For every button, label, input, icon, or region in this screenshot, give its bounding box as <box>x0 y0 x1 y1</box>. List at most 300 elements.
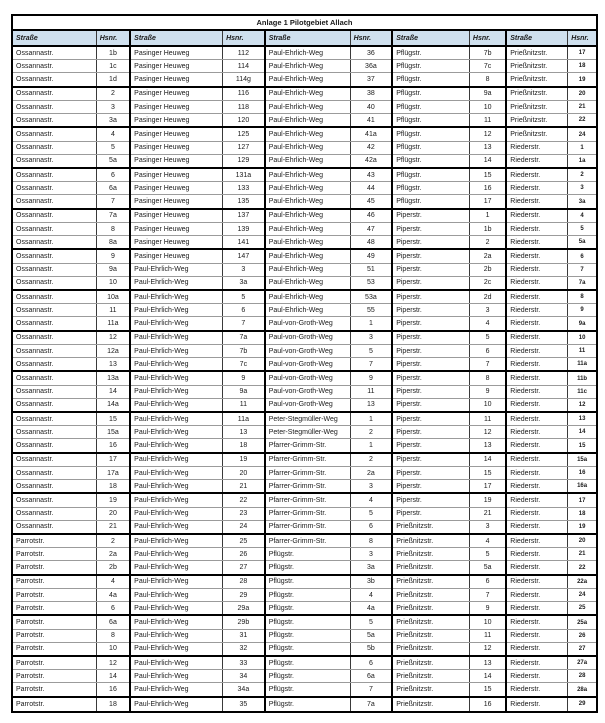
cell-hsnr: 55 <box>350 304 392 317</box>
column-header: Hsnr. <box>469 30 506 46</box>
cell-strasse: Riederstr. <box>506 371 567 385</box>
cell-hsnr: 5a <box>96 154 130 168</box>
table-row <box>12 223 597 236</box>
cell-strasse: Prießnitzstr. <box>392 642 469 656</box>
cell-strasse: Paul-Ehrlich-Weg <box>130 398 222 412</box>
table-body <box>12 46 597 712</box>
cell-strasse: Parrotstr. <box>12 683 96 697</box>
cell-hsnr: 27 <box>223 561 265 575</box>
cell-strasse: Parrotstr. <box>12 656 96 670</box>
cell-hsnr: 42 <box>350 141 392 154</box>
cell-strasse: Paul-von-Groth-Weg <box>265 385 350 398</box>
cell-strasse: Prießnitzstr. <box>392 561 469 575</box>
cell-hsnr: 19 <box>223 453 265 467</box>
cell-hsnr: 22 <box>568 114 597 128</box>
cell-strasse: Paul-Ehrlich-Weg <box>130 276 222 290</box>
cell-hsnr: 40 <box>350 101 392 114</box>
table-row <box>12 236 597 250</box>
cell-hsnr: 10 <box>469 615 506 629</box>
cell-strasse: Pflügstr. <box>392 46 469 60</box>
cell-strasse: Paul-Ehrlich-Weg <box>265 263 350 276</box>
cell-hsnr: 38 <box>350 87 392 101</box>
cell-hsnr: 29 <box>223 589 265 602</box>
cell-strasse: Paul-Ehrlich-Weg <box>130 426 222 439</box>
cell-hsnr: 2 <box>350 426 392 439</box>
cell-strasse: Riederstr. <box>506 467 567 480</box>
table-row <box>12 507 597 520</box>
cell-strasse: Paul-Ehrlich-Weg <box>265 223 350 236</box>
cell-hsnr: 45 <box>350 195 392 209</box>
cell-strasse: Paul-Ehrlich-Weg <box>130 493 222 507</box>
cell-strasse: Prießnitzstr. <box>392 548 469 561</box>
cell-hsnr: 29a <box>223 602 265 616</box>
table-row <box>12 697 597 712</box>
table-row <box>12 154 597 168</box>
cell-strasse: Prießnitzstr. <box>392 520 469 534</box>
cell-strasse: Riederstr. <box>506 670 567 683</box>
cell-strasse: Pfarrer-Grimm-Str. <box>265 534 350 548</box>
cell-hsnr: 12 <box>96 656 130 670</box>
cell-hsnr: 9 <box>96 249 130 263</box>
table-row <box>12 317 597 331</box>
cell-strasse: Prießnitzstr. <box>392 615 469 629</box>
cell-hsnr: 11 <box>350 385 392 398</box>
cell-strasse: Riederstr. <box>506 195 567 209</box>
cell-hsnr: 11 <box>568 345 597 358</box>
cell-hsnr: 17 <box>568 46 597 60</box>
cell-strasse: Pflügstr. <box>392 114 469 128</box>
table-row <box>12 87 597 101</box>
table-row <box>12 670 597 683</box>
cell-strasse: Pfarrer-Grimm-Str. <box>265 520 350 534</box>
cell-hsnr: 8 <box>96 223 130 236</box>
cell-hsnr: 17 <box>469 195 506 209</box>
cell-hsnr: 24 <box>568 127 597 141</box>
cell-hsnr: 11 <box>469 629 506 642</box>
table-row <box>12 575 597 589</box>
cell-hsnr: 2 <box>96 87 130 101</box>
cell-strasse: Ossannastr. <box>12 358 96 372</box>
cell-hsnr: 46 <box>350 209 392 223</box>
cell-hsnr: 6 <box>350 520 392 534</box>
cell-strasse: Ossannastr. <box>12 331 96 345</box>
cell-strasse: Piperstr. <box>392 304 469 317</box>
cell-strasse: Ossannastr. <box>12 412 96 426</box>
cell-hsnr: 28a <box>568 683 597 697</box>
cell-strasse: Ossannastr. <box>12 182 96 195</box>
cell-strasse: Paul-Ehrlich-Weg <box>265 249 350 263</box>
cell-hsnr: 6 <box>96 168 130 182</box>
cell-hsnr: 15 <box>96 412 130 426</box>
cell-strasse: Prießnitzstr. <box>506 73 567 87</box>
cell-hsnr: 5 <box>568 223 597 236</box>
table-row <box>12 114 597 128</box>
cell-strasse: Ossannastr. <box>12 60 96 73</box>
cell-strasse: Paul-Ehrlich-Weg <box>130 602 222 616</box>
cell-strasse: Prießnitzstr. <box>506 114 567 128</box>
cell-hsnr: 129 <box>223 154 265 168</box>
cell-hsnr: 14 <box>469 154 506 168</box>
table-row <box>12 453 597 467</box>
cell-strasse: Paul-Ehrlich-Weg <box>265 304 350 317</box>
allach-pilot-table <box>11 14 598 713</box>
table-row <box>12 480 597 494</box>
cell-hsnr: 49 <box>350 249 392 263</box>
cell-hsnr: 7 <box>223 317 265 331</box>
cell-strasse: Prießnitzstr. <box>506 127 567 141</box>
cell-hsnr: 3 <box>96 101 130 114</box>
table-row <box>12 141 597 154</box>
table-row <box>12 127 597 141</box>
cell-strasse: Riederstr. <box>506 656 567 670</box>
cell-strasse: Paul-Ehrlich-Weg <box>265 87 350 101</box>
cell-hsnr: 1b <box>469 223 506 236</box>
cell-hsnr: 4 <box>350 493 392 507</box>
cell-strasse: Parrotstr. <box>12 561 96 575</box>
cell-strasse: Piperstr. <box>392 331 469 345</box>
table-row <box>12 73 597 87</box>
cell-hsnr: 7 <box>469 589 506 602</box>
cell-hsnr: 14 <box>568 426 597 439</box>
cell-hsnr: 13 <box>350 398 392 412</box>
cell-strasse: Piperstr. <box>392 223 469 236</box>
cell-hsnr: 36 <box>350 46 392 60</box>
cell-strasse: Paul-Ehrlich-Weg <box>130 371 222 385</box>
cell-strasse: Paul-Ehrlich-Weg <box>130 385 222 398</box>
cell-strasse: Ossannastr. <box>12 223 96 236</box>
cell-strasse: Paul-Ehrlich-Weg <box>130 615 222 629</box>
cell-hsnr: 5 <box>96 141 130 154</box>
cell-strasse: Pfarrer-Grimm-Str. <box>265 480 350 494</box>
cell-strasse: Ossannastr. <box>12 276 96 290</box>
cell-strasse: Paul-Ehrlich-Weg <box>130 534 222 548</box>
cell-hsnr: 7 <box>469 358 506 372</box>
cell-hsnr: 8 <box>469 73 506 87</box>
cell-strasse: Piperstr. <box>392 358 469 372</box>
table-row <box>12 534 597 548</box>
table-row <box>12 195 597 209</box>
table-row <box>12 101 597 114</box>
cell-hsnr: 3 <box>350 480 392 494</box>
table-row <box>12 304 597 317</box>
table-row <box>12 209 597 223</box>
cell-strasse: Ossannastr. <box>12 480 96 494</box>
cell-hsnr: 8 <box>96 629 130 642</box>
cell-strasse: Pflügstr. <box>265 602 350 616</box>
cell-hsnr: 2 <box>469 236 506 250</box>
cell-strasse: Pasinger Heuweg <box>130 223 222 236</box>
table-row <box>12 615 597 629</box>
cell-strasse: Piperstr. <box>392 507 469 520</box>
cell-strasse: Ossannastr. <box>12 209 96 223</box>
cell-strasse: Piperstr. <box>392 371 469 385</box>
cell-strasse: Pflügstr. <box>392 168 469 182</box>
cell-strasse: Piperstr. <box>392 439 469 453</box>
cell-hsnr: 9a <box>223 385 265 398</box>
cell-hsnr: 1 <box>568 141 597 154</box>
table-row <box>12 398 597 412</box>
cell-strasse: Pasinger Heuweg <box>130 249 222 263</box>
cell-hsnr: 13 <box>469 141 506 154</box>
cell-hsnr: 18 <box>568 60 597 73</box>
cell-hsnr: 1 <box>350 317 392 331</box>
cell-hsnr: 5a <box>568 236 597 250</box>
column-header: Straße <box>265 30 350 46</box>
cell-strasse: Paul-Ehrlich-Weg <box>130 439 222 453</box>
table-row <box>12 548 597 561</box>
cell-strasse: Prießnitzstr. <box>506 87 567 101</box>
cell-hsnr: 21 <box>96 520 130 534</box>
cell-hsnr: 6a <box>96 615 130 629</box>
table-row <box>12 439 597 453</box>
cell-hsnr: 2b <box>469 263 506 276</box>
cell-hsnr: 3a <box>350 561 392 575</box>
cell-hsnr: 3a <box>96 114 130 128</box>
cell-hsnr: 3 <box>469 520 506 534</box>
cell-hsnr: 16 <box>469 697 506 712</box>
cell-strasse: Pfarrer-Grimm-Str. <box>265 453 350 467</box>
cell-strasse: Pflügstr. <box>392 141 469 154</box>
cell-strasse: Pflügstr. <box>265 697 350 712</box>
cell-hsnr: 4a <box>350 602 392 616</box>
cell-strasse: Parrotstr. <box>12 548 96 561</box>
cell-hsnr: 18 <box>568 507 597 520</box>
cell-hsnr: 8 <box>568 290 597 304</box>
table-row <box>12 290 597 304</box>
cell-hsnr: 118 <box>223 101 265 114</box>
cell-strasse: Paul-Ehrlich-Weg <box>130 548 222 561</box>
cell-strasse: Prießnitzstr. <box>392 534 469 548</box>
cell-hsnr: 32 <box>223 642 265 656</box>
cell-hsnr: 7c <box>469 60 506 73</box>
cell-strasse: Paul-Ehrlich-Weg <box>265 101 350 114</box>
table-row <box>12 426 597 439</box>
cell-strasse: Riederstr. <box>506 507 567 520</box>
cell-hsnr: 12 <box>96 331 130 345</box>
cell-hsnr: 34 <box>223 670 265 683</box>
cell-hsnr: 7 <box>350 358 392 372</box>
cell-strasse: Prießnitzstr. <box>506 60 567 73</box>
cell-strasse: Paul-Ehrlich-Weg <box>130 453 222 467</box>
cell-hsnr: 11 <box>469 412 506 426</box>
table-row <box>12 656 597 670</box>
cell-hsnr: 8 <box>350 534 392 548</box>
cell-hsnr: 16a <box>568 480 597 494</box>
cell-hsnr: 3b <box>350 575 392 589</box>
cell-strasse: Riederstr. <box>506 182 567 195</box>
cell-strasse: Paul-Ehrlich-Weg <box>265 46 350 60</box>
cell-hsnr: 6 <box>568 249 597 263</box>
cell-strasse: Prießnitzstr. <box>506 46 567 60</box>
column-header: Hsnr. <box>223 30 265 46</box>
cell-strasse: Pasinger Heuweg <box>130 87 222 101</box>
cell-hsnr: 11 <box>223 398 265 412</box>
cell-strasse: Riederstr. <box>506 602 567 616</box>
cell-strasse: Ossannastr. <box>12 345 96 358</box>
cell-strasse: Riederstr. <box>506 276 567 290</box>
cell-hsnr: 23 <box>223 507 265 520</box>
cell-strasse: Pfarrer-Grimm-Str. <box>265 439 350 453</box>
cell-hsnr: 5 <box>469 548 506 561</box>
cell-strasse: Pflügstr. <box>265 548 350 561</box>
cell-strasse: Paul-von-Groth-Weg <box>265 317 350 331</box>
cell-strasse: Pflügstr. <box>392 87 469 101</box>
cell-strasse: Ossannastr. <box>12 263 96 276</box>
cell-strasse: Paul-Ehrlich-Weg <box>265 182 350 195</box>
cell-hsnr: 2b <box>96 561 130 575</box>
cell-hsnr: 13 <box>568 412 597 426</box>
cell-hsnr: 14 <box>96 385 130 398</box>
cell-hsnr: 19 <box>568 73 597 87</box>
cell-strasse: Pasinger Heuweg <box>130 195 222 209</box>
cell-strasse: Paul-Ehrlich-Weg <box>130 697 222 712</box>
cell-strasse: Parrotstr. <box>12 642 96 656</box>
table-header-row <box>12 30 597 46</box>
cell-strasse: Prießnitzstr. <box>392 629 469 642</box>
cell-strasse: Ossannastr. <box>12 520 96 534</box>
cell-strasse: Paul-von-Groth-Weg <box>265 345 350 358</box>
cell-strasse: Pflügstr. <box>392 154 469 168</box>
cell-strasse: Paul-Ehrlich-Weg <box>265 168 350 182</box>
column-header: Straße <box>12 30 96 46</box>
cell-hsnr: 20 <box>568 87 597 101</box>
cell-hsnr: 15 <box>469 168 506 182</box>
cell-hsnr: 27a <box>568 656 597 670</box>
cell-strasse: Riederstr. <box>506 290 567 304</box>
cell-hsnr: 11a <box>568 358 597 372</box>
cell-strasse: Riederstr. <box>506 642 567 656</box>
cell-hsnr: 13 <box>223 426 265 439</box>
cell-strasse: Paul-Ehrlich-Weg <box>130 345 222 358</box>
cell-strasse: Riederstr. <box>506 412 567 426</box>
cell-strasse: Pfarrer-Grimm-Str. <box>265 493 350 507</box>
cell-strasse: Ossannastr. <box>12 236 96 250</box>
cell-hsnr: 29b <box>223 615 265 629</box>
cell-strasse: Paul-Ehrlich-Weg <box>130 304 222 317</box>
cell-hsnr: 4 <box>96 127 130 141</box>
cell-hsnr: 25 <box>223 534 265 548</box>
cell-hsnr: 112 <box>223 46 265 60</box>
cell-strasse: Paul-Ehrlich-Weg <box>130 575 222 589</box>
cell-hsnr: 4 <box>350 589 392 602</box>
cell-hsnr: 12 <box>469 642 506 656</box>
cell-hsnr: 9 <box>469 602 506 616</box>
cell-strasse: Parrotstr. <box>12 575 96 589</box>
cell-hsnr: 47 <box>350 223 392 236</box>
cell-hsnr: 4 <box>469 317 506 331</box>
cell-strasse: Pflügstr. <box>265 575 350 589</box>
table-row <box>12 385 597 398</box>
cell-strasse: Pflügstr. <box>392 73 469 87</box>
cell-strasse: Prießnitzstr. <box>506 101 567 114</box>
cell-strasse: Pasinger Heuweg <box>130 141 222 154</box>
cell-strasse: Riederstr. <box>506 426 567 439</box>
cell-hsnr: 114 <box>223 60 265 73</box>
cell-hsnr: 28 <box>223 575 265 589</box>
cell-strasse: Riederstr. <box>506 629 567 642</box>
cell-strasse: Pflügstr. <box>265 615 350 629</box>
table-row <box>12 642 597 656</box>
cell-hsnr: 5 <box>223 290 265 304</box>
cell-hsnr: 27 <box>568 642 597 656</box>
table-row <box>12 561 597 575</box>
cell-hsnr: 7 <box>568 263 597 276</box>
cell-hsnr: 10 <box>469 101 506 114</box>
table-row <box>12 358 597 372</box>
cell-hsnr: 22 <box>568 561 597 575</box>
cell-hsnr: 2 <box>96 534 130 548</box>
cell-hsnr: 7a <box>568 276 597 290</box>
cell-hsnr: 3 <box>223 263 265 276</box>
column-header: Hsnr. <box>568 30 597 46</box>
cell-hsnr: 31 <box>223 629 265 642</box>
cell-hsnr: 1a <box>568 154 597 168</box>
cell-hsnr: 4 <box>469 534 506 548</box>
cell-strasse: Paul-Ehrlich-Weg <box>265 141 350 154</box>
cell-hsnr: 3 <box>350 548 392 561</box>
cell-strasse: Paul-Ehrlich-Weg <box>130 480 222 494</box>
cell-strasse: Piperstr. <box>392 276 469 290</box>
cell-hsnr: 15 <box>568 439 597 453</box>
cell-hsnr: 7c <box>223 358 265 372</box>
cell-strasse: Pflügstr. <box>265 561 350 575</box>
cell-hsnr: 13 <box>96 358 130 372</box>
cell-hsnr: 133 <box>223 182 265 195</box>
cell-hsnr: 19 <box>96 493 130 507</box>
table-row <box>12 276 597 290</box>
cell-hsnr: 21 <box>568 548 597 561</box>
cell-hsnr: 15 <box>469 467 506 480</box>
cell-strasse: Ossannastr. <box>12 467 96 480</box>
cell-strasse: Paul-Ehrlich-Weg <box>265 236 350 250</box>
cell-strasse: Paul-Ehrlich-Weg <box>130 317 222 331</box>
cell-strasse: Parrotstr. <box>12 629 96 642</box>
cell-hsnr: 14 <box>469 670 506 683</box>
cell-hsnr: 17 <box>469 480 506 494</box>
cell-strasse: Piperstr. <box>392 426 469 439</box>
cell-hsnr: 11a <box>223 412 265 426</box>
cell-strasse: Riederstr. <box>506 439 567 453</box>
cell-hsnr: 35 <box>223 697 265 712</box>
cell-strasse: Riederstr. <box>506 561 567 575</box>
cell-strasse: Pasinger Heuweg <box>130 182 222 195</box>
cell-hsnr: 17a <box>96 467 130 480</box>
cell-strasse: Piperstr. <box>392 385 469 398</box>
cell-strasse: Pflügstr. <box>265 683 350 697</box>
cell-hsnr: 13 <box>469 656 506 670</box>
cell-strasse: Riederstr. <box>506 141 567 154</box>
cell-strasse: Pflügstr. <box>265 589 350 602</box>
cell-strasse: Paul-Ehrlich-Weg <box>130 263 222 276</box>
cell-hsnr: 2c <box>469 276 506 290</box>
cell-strasse: Prießnitzstr. <box>392 697 469 712</box>
cell-hsnr: 42a <box>350 154 392 168</box>
cell-strasse: Ossannastr. <box>12 493 96 507</box>
cell-hsnr: 14a <box>96 398 130 412</box>
cell-hsnr: 3 <box>568 182 597 195</box>
cell-hsnr: 131a <box>223 168 265 182</box>
cell-strasse: Paul-Ehrlich-Weg <box>265 60 350 73</box>
cell-strasse: Riederstr. <box>506 534 567 548</box>
cell-strasse: Paul-Ehrlich-Weg <box>130 642 222 656</box>
cell-hsnr: 22 <box>223 493 265 507</box>
cell-strasse: Paul-Ehrlich-Weg <box>265 195 350 209</box>
cell-hsnr: 9 <box>568 304 597 317</box>
table-row <box>12 467 597 480</box>
cell-hsnr: 24 <box>223 520 265 534</box>
cell-strasse: Prießnitzstr. <box>392 602 469 616</box>
cell-strasse: Prießnitzstr. <box>392 683 469 697</box>
